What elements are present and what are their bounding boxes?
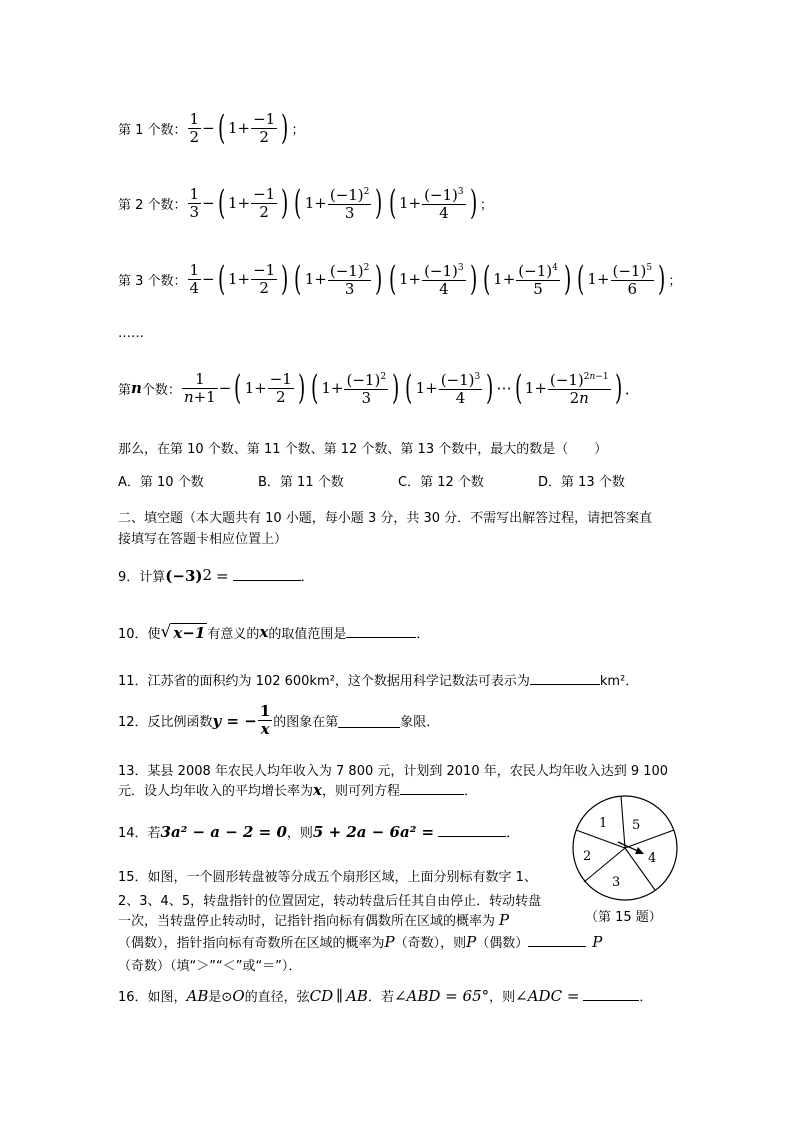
- item-label: 第 1 个数：: [118, 122, 187, 138]
- fraction: $\frac{1}{2}$: [189, 109, 200, 146]
- spinner-figure: [566, 790, 686, 910]
- fraction: $\frac{1}{x}$: [259, 702, 271, 738]
- question-9: 9．计算 (−3) 2 = ．: [118, 566, 314, 585]
- answer-blank[interactable]: [528, 945, 586, 947]
- answer-blank[interactable]: [233, 579, 301, 581]
- sequence-item-2: 第 2 个数： $\frac{1}{3}$ − ( 1+ $\frac{-1}{2}$ ) ( 1+ $\frac{(-1)^2}{3}$ ) ( 1+ $\frac{(-1)^3}{4}$ ) ；: [118, 183, 493, 223]
- question-15-line1: 15．如图，一个圆形转盘被等分成五个扇形区域，上面分别标有数字 1、: [118, 870, 537, 885]
- answer-blank[interactable]: [438, 835, 506, 837]
- question-15-line5: （奇数）（填“＞”“＜”或“＝”）．: [118, 959, 302, 974]
- sector-label-3: 3: [612, 875, 621, 890]
- question-13-line1: 13．某县 2008 年农民人均年收入为 7 800 元，计划到 2010 年，农民人均年收入达到 9 100: [118, 764, 669, 779]
- question-15-line3: 一次，当转盘停止转动时，记指针指向标有偶数所在区域的概率为 P: [118, 910, 510, 929]
- item-label: 第 3 个数：: [118, 273, 187, 289]
- answer-blank[interactable]: [583, 999, 639, 1001]
- figure-caption: （第 15 题）: [585, 910, 662, 925]
- section-title-line2: 接填写在答题卡相应位置上）: [118, 532, 288, 547]
- sequence-item-3: 第 3 个数： $\frac{1}{4}$ − ( 1+ $\frac{-1}{2}$ ) ( 1+ $\frac{(-1)^2}{3}$ ) ( 1+ $\frac{(-1)^3}{4}$ ) ( 1+ $\frac{(-1)^4}{5}$ ) ( 1+ $\frac{(-1)^5}{6}$ ) ；: [118, 259, 682, 299]
- question-14: 14．若 3a² − a − 2 = 0 ，则 5 + 2a − 6a² = ．: [118, 822, 520, 841]
- question-12: 12．反比例函数 y = − $\frac{1}{x}$ 的图象在第 象限．: [118, 702, 440, 738]
- sector-divider: [576, 830, 625, 848]
- option-a: A．第 10 个数: [118, 475, 204, 490]
- answer-blank[interactable]: [530, 683, 600, 685]
- question-10: 10．使 √ x−1 有意义的 x 的取值范围是 ．: [118, 622, 430, 642]
- ellipsis: ……: [118, 326, 144, 341]
- radicand: x−1: [173, 623, 206, 642]
- question-16: 16．如图， AB 是⊙ O 的直径，弦 CD ∥ AB ．若 ∠ABD = 65° ，则 ∠ADC = ．: [118, 986, 653, 1005]
- question-11: 11．江苏省的面积约为 102 600km²，这个数据用科学记数法可表示为 km²．: [118, 674, 639, 689]
- question-15-line2: 2、3、4、5，转盘指针的位置固定，转动转盘后任其自由停止．转动转盘: [118, 894, 542, 909]
- question-13-line2: 元．设人均年收入的平均增长率为 x ，则可列方程 ．: [118, 780, 477, 799]
- sequence-item-n: 第 n 个数： $\frac{1}{n+1}$ − ( 1+ $\frac{-1}{2}$ ) ( 1+ $\frac{(-1)^2}{3}$ ) ( 1+ $\frac{(-1)^3}{4}$ ) ⋯ ( 1+ $\frac{(-1)^{2n-1}}{2n}$ ) ．: [118, 368, 640, 408]
- sector-label-2: 2: [583, 849, 592, 864]
- sector-label-4: 4: [648, 851, 657, 866]
- answer-blank[interactable]: [400, 793, 464, 795]
- option-d: D．第 13 个数: [538, 475, 625, 490]
- item-label: 第 2 个数：: [118, 197, 187, 213]
- fraction: $\frac{-1}{2}$: [253, 109, 276, 146]
- sequence-item-1: 第 1 个数： $\frac{1}{2}$ − ( 1+ $\frac{-1}{2}$ ) ；: [118, 108, 305, 148]
- question-15-line4: （偶数），指针指向标有奇数所在区域的概率为 P （奇数），则 P （偶数） P: [118, 932, 603, 951]
- answer-blank[interactable]: [346, 636, 416, 638]
- answer-blank[interactable]: [338, 726, 400, 728]
- option-b: B．第 11 个数: [258, 475, 344, 490]
- sector-label-1: 1: [599, 816, 608, 831]
- sector-divider: [621, 796, 625, 848]
- question-text: 那么，在第 10 个数、第 11 个数、第 12 个数、第 13 个数中，最大的数是（ ）: [118, 442, 608, 457]
- section-title-line1: 二、填空题（本大题共有 10 小题，每小题 3 分，共 30 分．不需写出解答过程，请把答案直: [118, 511, 653, 526]
- sector-label-5: 5: [632, 818, 641, 833]
- option-c: C．第 12 个数: [398, 475, 484, 490]
